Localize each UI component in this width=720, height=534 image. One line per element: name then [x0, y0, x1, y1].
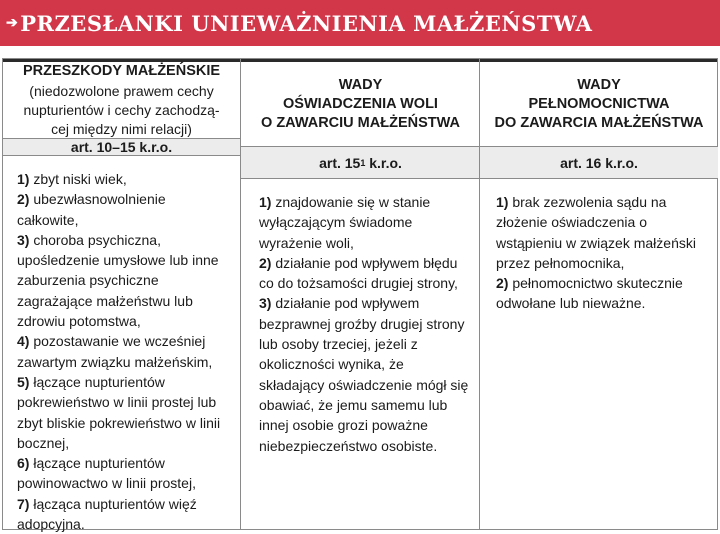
article-reference: art. 10–15 k.r.o. — [3, 139, 240, 156]
column-subheading-line: cej między nimi relacji) — [51, 121, 192, 137]
column-subheading-line: (niedozwolone prawem cechy — [29, 83, 214, 99]
column-list — [480, 179, 718, 529]
article-reference: art. 15 1 k.r.o. — [241, 147, 480, 179]
column-heading-line: PEŁNOMOCNICTWA — [528, 95, 670, 112]
column-header — [241, 62, 480, 147]
column-subheading-line: nupturientów i cechy zachodzą- — [23, 102, 220, 118]
list-item: 1) brak zezwolenia sądu na złożenie oświadczenia o wstąpieniu w związek małżeński przez pełnomocnika, — [496, 194, 696, 271]
list-item: 1) zbyt niski wiek, — [17, 171, 127, 187]
column-marital-impediments — [3, 59, 240, 533]
list-item: 7) łącząca nupturientów więź adopcyjna. — [17, 495, 197, 533]
column-list — [241, 179, 480, 529]
column-heading-line: WADY — [577, 76, 621, 93]
title-banner — [0, 0, 720, 46]
column-heading-line: OŚWIADCZENIA WOLI — [283, 95, 438, 112]
column-proxy-defects — [479, 59, 718, 529]
page-title: PRZESŁANKI UNIEWAŻNIENIA MAŁŻEŃSTWA — [20, 10, 593, 36]
column-heading-line: DO ZAWARCIA MAŁŻEŃSTWA — [494, 114, 704, 131]
list-item: 5) łączące nupturientów pokrewieństwo w linii prostej lub zbyt bliskie pokrewieństwo w linii bocznej, — [17, 373, 221, 451]
list-item: 1) znajdowanie się w stanie wyłączającym świadome wyrażenie woli, — [259, 194, 431, 251]
list-item: 2) ubezwłasnowolnienie całkowite, — [17, 191, 166, 228]
column-heading-line: WADY — [338, 76, 383, 93]
list-item: 4) pozostawanie we wcześniej zawartym związku małżeńskim, — [17, 333, 213, 370]
list-item: 2) pełnomocnictwo skutecznie odwołane lub nieważne. — [496, 275, 683, 312]
arrow-icon: ➔ — [6, 15, 19, 31]
list-item: 3) choroba psychiczna, upośledzenie umysłowe lub inne zaburzenia psychiczne zagrażające małżeństwu lub zdrowiu potomstwa, — [17, 231, 219, 330]
list-item: 3) działanie pod wpływem bezprawnej groźby drugiej strony lub osoby trzeciej, jeżeli z okoliczności wynika, że składający oświadczenie mógł się obawiać, że jemu samemu lub innej osobie grozi poważne niebezpieczeństwo osobiste. — [259, 295, 469, 454]
column-header — [3, 62, 240, 139]
article-reference: art. 16 k.r.o. — [480, 147, 718, 179]
column-will-declaration-defects — [240, 59, 480, 529]
column-list — [3, 156, 240, 534]
column-heading-line: O ZAWARCIU MAŁŻEŃSTWA — [261, 114, 460, 131]
column-header — [480, 62, 718, 147]
list-item: 6) łączące nupturientów powinowactwo w linii prostej, — [17, 455, 196, 492]
list-item: 2) działanie pod wpływem błędu co do tożsamości drugiej strony, — [259, 254, 458, 292]
grounds-table — [2, 58, 718, 533]
column-heading-line: PRZESZKODY MAŁŻEŃSKIE — [22, 63, 221, 79]
